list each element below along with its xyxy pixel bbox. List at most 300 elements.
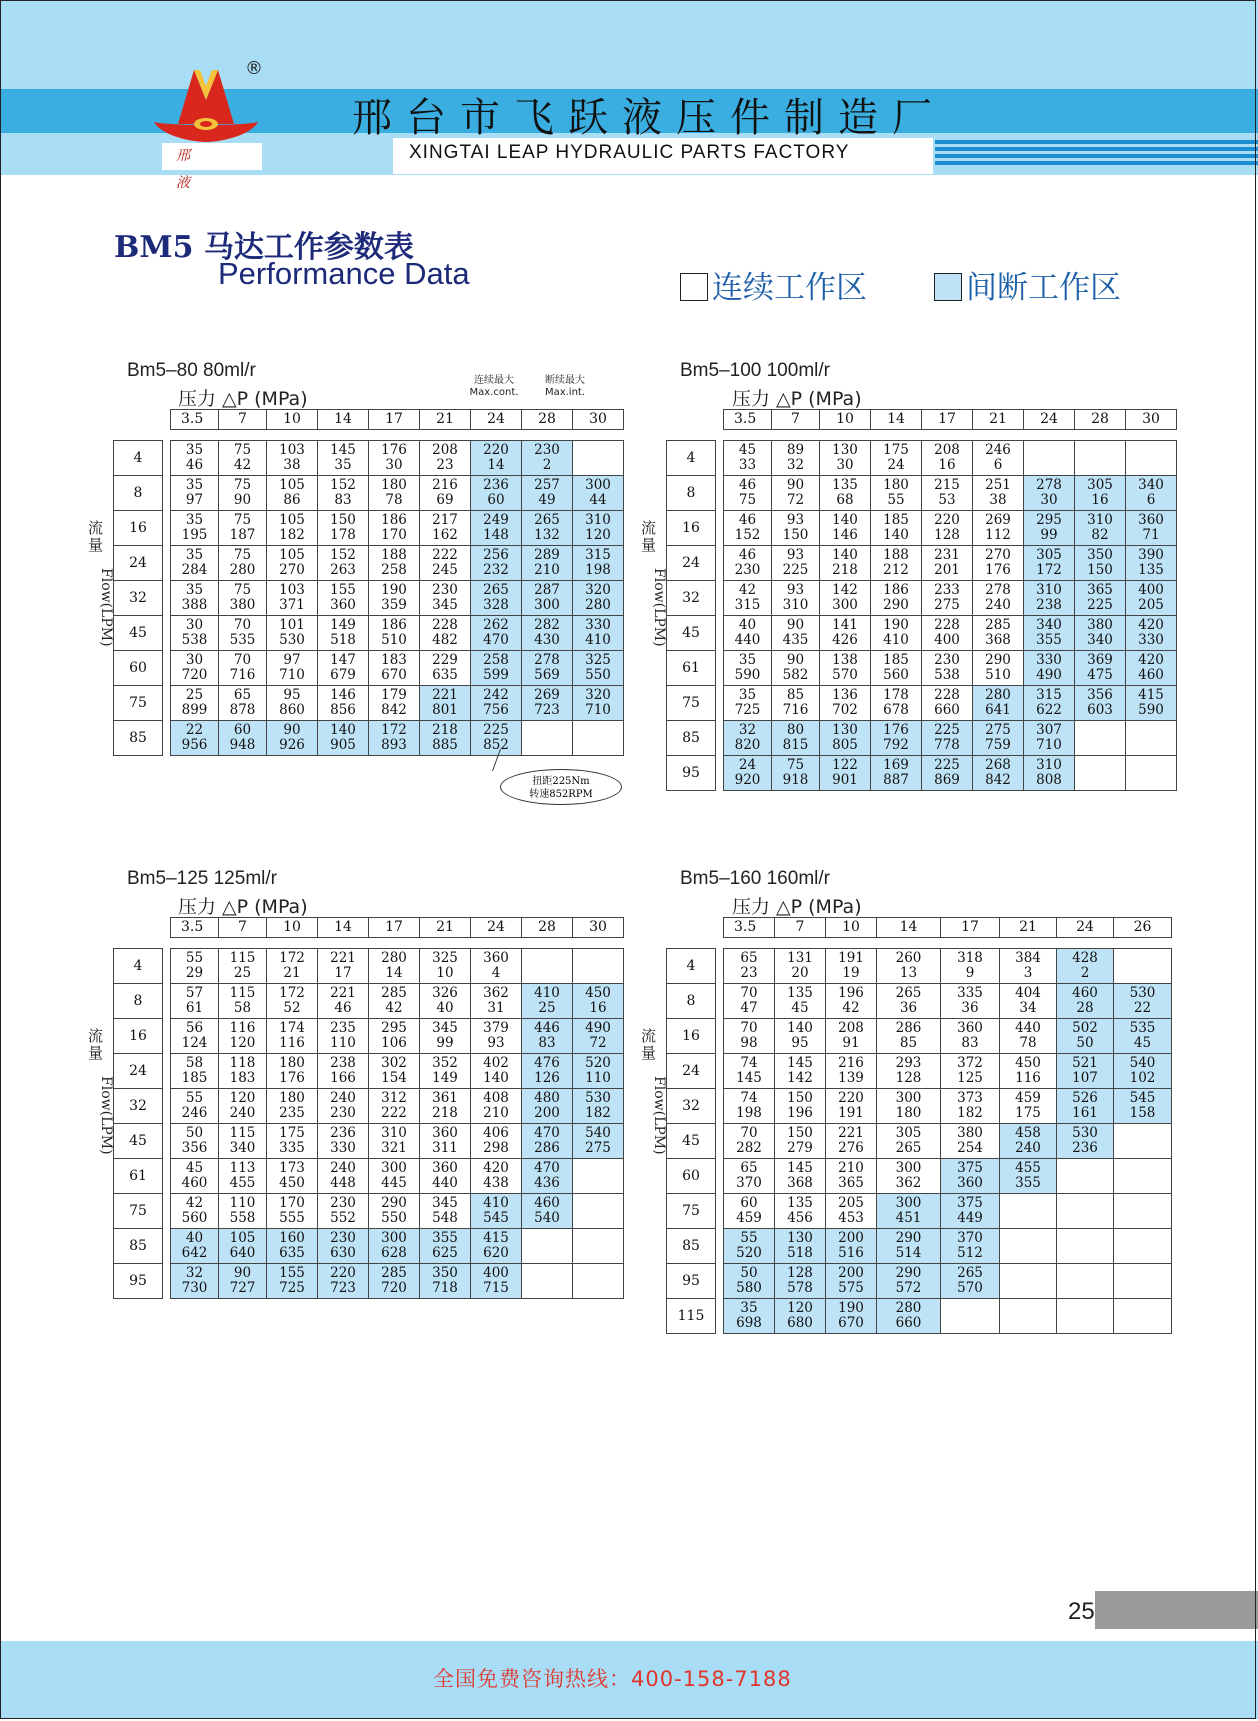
table-title: Bm5–125 125ml/r [127,868,277,889]
speed-value: 723 [330,1280,356,1296]
torque-value: 216 [838,1055,864,1071]
speed-value: 176 [985,562,1011,578]
speed-value: 582 [782,667,809,683]
torque-value: 179 [381,687,407,703]
torque-value: 169 [883,757,909,773]
speed-value: 46 [185,457,204,473]
speed-value: 801 [432,702,458,718]
torque-value: 56 [185,1020,204,1036]
torque-value: 230 [934,652,960,668]
pressure-header-cell: 21 [420,410,471,429]
pressure-header-cell: 28 [522,918,573,937]
speed-value: 580 [736,1280,762,1296]
speed-value: 85 [899,1035,918,1051]
torque-value: 130 [787,1230,813,1246]
pressure-header-cell: 21 [420,918,471,937]
torque-value: 490 [585,1020,611,1036]
torque-value: 420 [1138,652,1164,668]
speed-value: 162 [432,527,458,543]
speed-value: 83 [538,1035,556,1051]
torque-value: 285 [381,985,407,1001]
pressure-label: 压力 △P (MPa) [732,896,862,918]
torque-value: 415 [483,1230,509,1246]
torque-value: 30 [185,652,204,668]
speed-value: 514 [895,1245,922,1261]
torque-value: 240 [330,1090,356,1106]
registered-mark: ® [245,58,263,79]
legend-label-intermittent: 间断工作区 [966,270,1121,306]
flow-cell: 8 [114,476,162,511]
torque-value: 190 [838,1300,864,1316]
speed-value: 435 [782,632,809,648]
torque-value: 150 [330,512,356,528]
torque-value: 228 [934,687,960,703]
speed-value: 340 [229,1140,256,1156]
speed-value: 510 [985,667,1011,683]
torque-value: 265 [483,582,509,598]
torque-value: 191 [838,950,864,966]
speed-value: 723 [534,702,560,718]
torque-value: 315 [585,547,611,563]
torque-value: 75 [233,547,252,563]
speed-value: 25 [538,1000,556,1016]
speed-value: 78 [385,492,403,508]
speed-value: 842 [381,702,407,718]
torque-value: 278 [985,582,1011,598]
flow-cell: 45 [114,616,162,651]
speed-value: 44 [589,492,607,508]
speed-value: 558 [229,1210,256,1226]
torque-value: 130 [832,442,858,458]
speed-value: 161 [1072,1105,1098,1121]
speed-value: 185 [181,1070,208,1086]
speed-value: 14 [487,457,505,473]
speed-value: 254 [957,1140,983,1156]
torque-value: 295 [381,1020,407,1036]
speed-value: 450 [279,1175,305,1191]
torque-value: 236 [330,1125,356,1141]
speed-value: 860 [279,702,305,718]
torque-value: 545 [1129,1090,1156,1106]
torque-value: 384 [1015,950,1041,966]
speed-value: 83 [334,492,352,508]
torque-value: 183 [381,652,407,668]
speed-value: 460 [181,1175,208,1191]
torque-value: 93 [786,582,805,598]
torque-value: 145 [330,442,356,458]
pressure-header-cell: 24 [471,410,522,429]
torque-value: 460 [1072,985,1098,1001]
torque-value: 118 [229,1055,256,1071]
speed-value: 30 [1040,492,1058,508]
pressure-header-cell: 7 [772,410,820,429]
speed-value: 112 [985,527,1011,543]
speed-value: 150 [782,527,809,543]
torque-value: 450 [585,985,611,1001]
speed-value: 328 [483,597,509,613]
speed-value: 61 [185,1000,204,1016]
torque-value: 269 [985,512,1011,528]
speed-value: 792 [883,737,909,753]
torque-value: 35 [185,442,204,458]
speed-value: 725 [279,1280,305,1296]
torque-value: 90 [233,1265,252,1281]
torque-value: 35 [185,547,204,563]
speed-value: 710 [1036,737,1062,753]
torque-value: 115 [229,950,256,966]
torque-value: 470 [534,1160,560,1176]
speed-value: 102 [1129,1070,1156,1086]
speed-value: 30 [836,457,854,473]
speed-value: 17 [334,965,352,981]
torque-value: 540 [585,1125,611,1141]
torque-value: 360 [483,950,509,966]
torque-value: 70 [740,1125,758,1141]
speed-value: 641 [985,702,1011,718]
speed-value: 720 [381,1280,407,1296]
torque-value: 170 [279,1195,305,1211]
speed-value: 355 [1015,1175,1041,1191]
torque-value: 70 [740,1020,758,1036]
torque-value: 176 [381,442,407,458]
torque-value: 260 [895,950,922,966]
max-int-label: 断续最大 Max.int. [544,375,586,398]
torque-value: 140 [832,547,858,563]
speed-value: 16 [938,457,956,473]
speed-value: 120 [229,1035,256,1051]
speed-value: 31 [487,1000,505,1016]
torque-value: 90 [786,477,805,493]
speed-value: 550 [585,667,611,683]
speed-value: 232 [483,562,509,578]
speed-value: 518 [787,1245,813,1261]
torque-value: 268 [985,757,1011,773]
speed-value: 42 [233,457,252,473]
speed-value: 368 [787,1175,813,1191]
pressure-label: 压力 △P (MPa) [178,896,308,918]
flow-cell: 24 [114,1054,162,1089]
speed-value: 725 [734,702,761,718]
torque-value: 145 [787,1160,813,1176]
torque-value: 502 [1072,1020,1098,1036]
speed-value: 46 [334,1000,352,1016]
torque-value: 290 [381,1195,407,1211]
flow-cell: 85 [114,1229,162,1264]
torque-value: 286 [895,1020,922,1036]
pressure-header-cell: 10 [267,410,318,429]
speed-value: 300 [832,597,858,613]
speed-value: 885 [432,737,458,753]
flow-cell: 61 [667,651,715,686]
torque-value: 208 [934,442,960,458]
flow-label-en: Flow(LPM) [98,1076,114,1155]
torque-value: 380 [957,1125,983,1141]
speed-value: 28 [1076,1000,1094,1016]
torque-value: 175 [279,1125,305,1141]
speed-value: 718 [432,1280,458,1296]
speed-value: 456 [787,1210,813,1226]
speed-value: 388 [181,597,208,613]
torque-value: 228 [934,617,960,633]
torque-value: 230 [432,582,458,598]
pressure-header-cell: 17 [369,410,420,429]
speed-value: 630 [330,1245,356,1261]
torque-value: 420 [483,1160,509,1176]
torque-value: 45 [738,442,757,458]
speed-value: 128 [934,527,960,543]
speed-value: 893 [381,737,407,753]
speed-value: 887 [883,772,909,788]
torque-value: 35 [185,582,204,598]
speed-value: 275 [585,1140,611,1156]
torque-value: 215 [934,477,960,493]
torque-value: 138 [832,652,858,668]
speed-value: 575 [838,1280,864,1296]
torque-value: 246 [985,442,1011,458]
pressure-header-cell: 24 [471,918,522,937]
speed-value: 230 [330,1105,356,1121]
speed-value: 275 [934,597,960,613]
torque-value: 50 [185,1125,204,1141]
pressure-header-cell: 28 [522,410,573,429]
speed-value: 236 [1072,1140,1098,1156]
speed-value: 29 [185,965,204,981]
torque-value: 141 [832,617,858,633]
flow-cell: 95 [114,1264,162,1299]
page-number: 25 [1068,1598,1095,1625]
flow-cell: 16 [667,1019,715,1054]
torque-value: 116 [229,1020,256,1036]
speed-value: 68 [836,492,854,508]
pressure-header-cell: 26 [1114,918,1172,937]
speed-value: 201 [934,562,960,578]
torque-value: 128 [787,1265,813,1281]
torque-value: 93 [786,547,805,563]
flow-cell: 24 [667,1054,715,1089]
torque-value: 285 [381,1265,407,1281]
flow-cell: 85 [667,721,715,756]
speed-value: 58 [233,1000,252,1016]
pressure-header-cell: 21 [1000,918,1057,937]
torque-value: 200 [838,1230,864,1246]
torque-value: 188 [381,547,407,563]
speed-value: 905 [330,737,356,753]
torque-value: 65 [233,687,252,703]
speed-value: 552 [330,1210,356,1226]
speed-value: 360 [957,1175,983,1191]
torque-value: 103 [279,582,305,598]
torque-value: 300 [895,1160,922,1176]
speed-value: 218 [832,562,858,578]
speed-value: 438 [483,1175,509,1191]
torque-value: 300 [895,1090,922,1106]
torque-value: 218 [432,722,458,738]
speed-value: 200 [534,1105,560,1121]
speed-value: 258 [381,562,407,578]
torque-value: 50 [740,1265,758,1281]
speed-value: 280 [585,597,611,613]
torque-value: 145 [787,1055,813,1071]
speed-value: 148 [483,527,509,543]
torque-value: 236 [483,477,509,493]
speed-value: 154 [381,1070,407,1086]
speed-value: 520 [736,1245,762,1261]
torque-value: 530 [1072,1125,1098,1141]
speed-value: 42 [842,1000,860,1016]
torque-value: 229 [432,652,458,668]
torque-value: 115 [229,985,256,1001]
torque-value: 379 [483,1020,509,1036]
torque-value: 75 [233,582,252,598]
torque-value: 176 [883,722,909,738]
speed-value: 198 [736,1105,762,1121]
speed-value: 34 [1019,1000,1037,1016]
pressure-header-cell: 24 [1057,918,1114,937]
speed-value: 212 [883,562,909,578]
flow-cell: 24 [667,546,715,581]
speed-value: 90 [233,492,252,508]
torque-value: 242 [483,687,509,703]
torque-value: 113 [229,1160,256,1176]
torque-value: 307 [1036,722,1062,738]
speed-value: 142 [787,1070,813,1086]
torque-value: 356 [1087,687,1113,703]
speed-value: 135 [1138,562,1164,578]
torque-value: 105 [279,512,305,528]
speed-value: 152 [734,527,761,543]
torque-value: 185 [883,652,909,668]
torque-value: 110 [229,1195,256,1211]
torque-value: 233 [934,582,960,598]
speed-value: 670 [838,1315,864,1331]
speed-value: 86 [283,492,301,508]
torque-value: 300 [381,1160,407,1176]
torque-value: 70 [233,617,252,633]
torque-value: 258 [483,652,509,668]
torque-value: 186 [381,617,407,633]
torque-value: 152 [330,477,356,493]
torque-value: 24 [738,757,757,773]
flow-cell: 32 [667,1089,715,1124]
torque-value: 90 [786,652,805,668]
torque-value: 142 [832,582,858,598]
speed-value: 820 [734,737,761,753]
company-name-cn: 邢台市飞跃液压件制造厂 [352,95,946,141]
speed-value: 635 [279,1245,305,1261]
torque-value: 404 [1015,985,1041,1001]
pressure-header-cell: 17 [941,918,1000,937]
flow-label-en: Flow(LPM) [651,1076,667,1155]
speed-value: 116 [1015,1070,1041,1086]
speed-value: 170 [381,527,407,543]
flow-cell: 8 [667,476,715,511]
speed-value: 166 [330,1070,356,1086]
speed-value: 178 [330,527,356,543]
torque-value: 415 [1138,687,1164,703]
pressure-header-cell: 7 [219,918,267,937]
speed-value: 710 [585,702,611,718]
torque-value: 150 [787,1125,813,1141]
speed-value: 60 [487,492,505,508]
torque-value: 173 [279,1160,305,1176]
torque-value: 350 [432,1265,458,1281]
speed-value: 727 [229,1280,256,1296]
torque-value: 318 [957,950,983,966]
pressure-header-cell: 10 [267,918,318,937]
speed-value: 149 [432,1070,458,1086]
torque-value: 155 [279,1265,305,1281]
torque-value: 188 [883,547,909,563]
torque-value: 410 [534,985,560,1001]
speed-value: 635 [432,667,458,683]
speed-value: 400 [934,632,960,648]
speed-value: 284 [181,562,208,578]
speed-value: 195 [181,527,208,543]
torque-value: 280 [895,1300,922,1316]
torque-value: 122 [832,757,858,773]
torque-value: 220 [838,1090,864,1106]
speed-value: 878 [229,702,256,718]
torque-value: 32 [185,1265,204,1281]
speed-value: 52 [283,1000,301,1016]
pressure-label: 压力 △P (MPa) [178,388,308,410]
speed-value: 730 [181,1280,208,1296]
flow-cell: 4 [114,949,162,984]
flow-label-cn: 流量 [641,1027,657,1062]
torque-value: 360 [432,1125,458,1141]
torque-value: 476 [534,1055,560,1071]
speed-value: 38 [989,492,1007,508]
flow-cell: 75 [667,686,715,721]
torque-value: 282 [534,617,560,633]
torque-value: 22 [185,722,204,738]
speed-value: 805 [832,737,858,753]
logo-subtext: 邢 液 [162,143,262,170]
torque-value: 251 [985,477,1011,493]
torque-value: 230 [534,442,560,458]
speed-value: 45 [1133,1035,1152,1051]
torque-value: 400 [1138,582,1164,598]
torque-value: 340 [1138,477,1164,493]
table-title: Bm5–80 80ml/r [127,360,256,381]
max-cont-label: 连续最大 Max.cont. [469,375,519,398]
torque-value: 325 [432,950,458,966]
pressure-header-cell: 7 [775,918,826,937]
torque-value: 190 [883,617,909,633]
speed-value: 449 [957,1210,983,1226]
pressure-header-cell: 21 [973,410,1024,429]
torque-value: 55 [185,1090,204,1106]
torque-value: 257 [534,477,560,493]
torque-value: 152 [330,547,356,563]
torque-value: 330 [585,617,611,633]
pressure-header-cell: 30 [573,410,624,429]
torque-value: 140 [330,722,356,738]
torque-value: 269 [534,687,560,703]
speed-value: 40 [436,1000,454,1016]
torque-value: 160 [279,1230,305,1246]
speed-value: 572 [895,1280,922,1296]
speed-value: 276 [838,1140,864,1156]
flow-label-cn: 流量 [641,519,657,554]
torque-value: 35 [185,512,204,528]
speed-value: 720 [181,667,208,683]
speed-value: 2 [542,457,552,473]
torque-value: 155 [330,582,356,598]
torque-value: 25 [185,687,204,703]
torque-value: 105 [229,1230,256,1246]
torque-value: 57 [185,985,204,1001]
